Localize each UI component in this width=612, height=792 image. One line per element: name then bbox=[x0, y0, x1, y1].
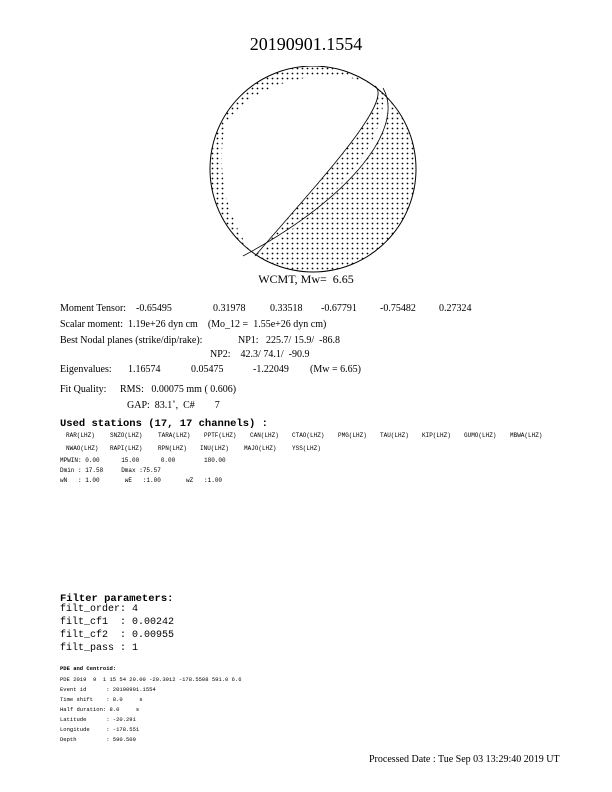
station: PPTF(LHZ) bbox=[204, 432, 237, 439]
pde-line: Latitude : -20.291 bbox=[60, 716, 136, 723]
filter-line: filt_order: 4 bbox=[60, 604, 139, 615]
rms: RMS: 0.00075 mm ( 0.606) bbox=[120, 384, 237, 395]
station: RAPI(LHZ) bbox=[110, 445, 143, 452]
mpwin-line: MPWIN: 0.00 15.00 0.00 180.00 bbox=[60, 457, 226, 464]
station: GUMO(LHZ) bbox=[464, 432, 497, 439]
eigen-mw: (Mw = 6.65) bbox=[310, 364, 361, 375]
mt-value: 0.31978 bbox=[213, 303, 246, 314]
pde-heading: PDE and Centroid: bbox=[60, 665, 117, 672]
mt-value: 0.33518 bbox=[270, 303, 303, 314]
eigenvalue: -1.22049 bbox=[253, 364, 289, 375]
focal-mechanism-beachball bbox=[205, 66, 421, 276]
distance-line: Dmin : 17.58 Dmax :75.57 bbox=[60, 467, 161, 474]
station: YSS(LHZ) bbox=[292, 445, 321, 452]
station: MBWA(LHZ) bbox=[510, 432, 543, 439]
pde-line: Half duration: 8.0 s bbox=[60, 706, 140, 713]
nodal-planes-label: Best Nodal planes (strike/dip/rake): bbox=[60, 335, 203, 346]
gap: GAP: 83.1˚, C# 7 bbox=[127, 400, 220, 411]
np1: NP1: 225.7/ 15.9/ -86.8 bbox=[238, 335, 340, 346]
stations-heading: Used stations (17, 17 channels) : bbox=[60, 418, 268, 430]
pde-line: Longitude : -178.551 bbox=[60, 726, 140, 733]
scalar-moment: Scalar moment: 1.19e+26 dyn cm (Mo_12 = 1.55e+26 dyn cm) bbox=[60, 319, 327, 330]
mt-value: -0.65495 bbox=[136, 303, 172, 314]
filter-line: filt_cf2 : 0.00955 bbox=[60, 630, 175, 641]
filter-line: filt_pass : 1 bbox=[60, 643, 139, 654]
weights-line: wN : 1.00 wE :1.00 wZ :1.00 bbox=[60, 477, 223, 484]
station: KIP(LHZ) bbox=[422, 432, 451, 439]
station: RAR(LHZ) bbox=[66, 432, 95, 439]
page-title: 20190901.1554 bbox=[249, 34, 363, 54]
station: NWAO(LHZ) bbox=[66, 445, 99, 452]
station: CTAO(LHZ) bbox=[292, 432, 325, 439]
mt-value: -0.75482 bbox=[380, 303, 416, 314]
mt-value: 0.27324 bbox=[439, 303, 472, 314]
eigenvalue: 1.16574 bbox=[128, 364, 161, 375]
station: PMG(LHZ) bbox=[338, 432, 367, 439]
np2: NP2: 42.3/ 74.1/ -90.9 bbox=[210, 349, 310, 360]
station: TARA(LHZ) bbox=[158, 432, 191, 439]
pde-line: Event id : 20190901.1554 bbox=[60, 686, 156, 693]
station: MAJO(LHZ) bbox=[244, 445, 277, 452]
pde-line: Time shift : 8.0 s bbox=[60, 696, 143, 703]
filter-heading: Filter parameters: bbox=[60, 593, 174, 605]
moment-tensor-label: Moment Tensor: bbox=[60, 303, 127, 314]
station: SNZO(LHZ) bbox=[110, 432, 143, 439]
pde-line: PDE 2019 9 1 15 54 20.00 -20.3912 -178.5508 591.0 6.6 bbox=[60, 676, 242, 683]
eigenvalues-label: Eigenvalues: bbox=[60, 364, 112, 375]
fit-quality-label: Fit Quality: bbox=[60, 384, 107, 395]
filter-line: filt_cf1 : 0.00242 bbox=[60, 617, 175, 628]
eigenvalue: 0.05475 bbox=[191, 364, 224, 375]
processed-date: Processed Date : Tue Sep 03 13:29:40 2019 UT bbox=[369, 754, 560, 765]
station: TAU(LHZ) bbox=[380, 432, 409, 439]
pde-line: Depth : 590.500 bbox=[60, 736, 136, 743]
station: INU(LHZ) bbox=[200, 445, 229, 452]
station: RPN(LHZ) bbox=[158, 445, 187, 452]
station: CAN(LHZ) bbox=[250, 432, 279, 439]
magnitude-caption: WCMT, Mw= 6.65 bbox=[258, 272, 354, 286]
mt-value: -0.67791 bbox=[321, 303, 357, 314]
